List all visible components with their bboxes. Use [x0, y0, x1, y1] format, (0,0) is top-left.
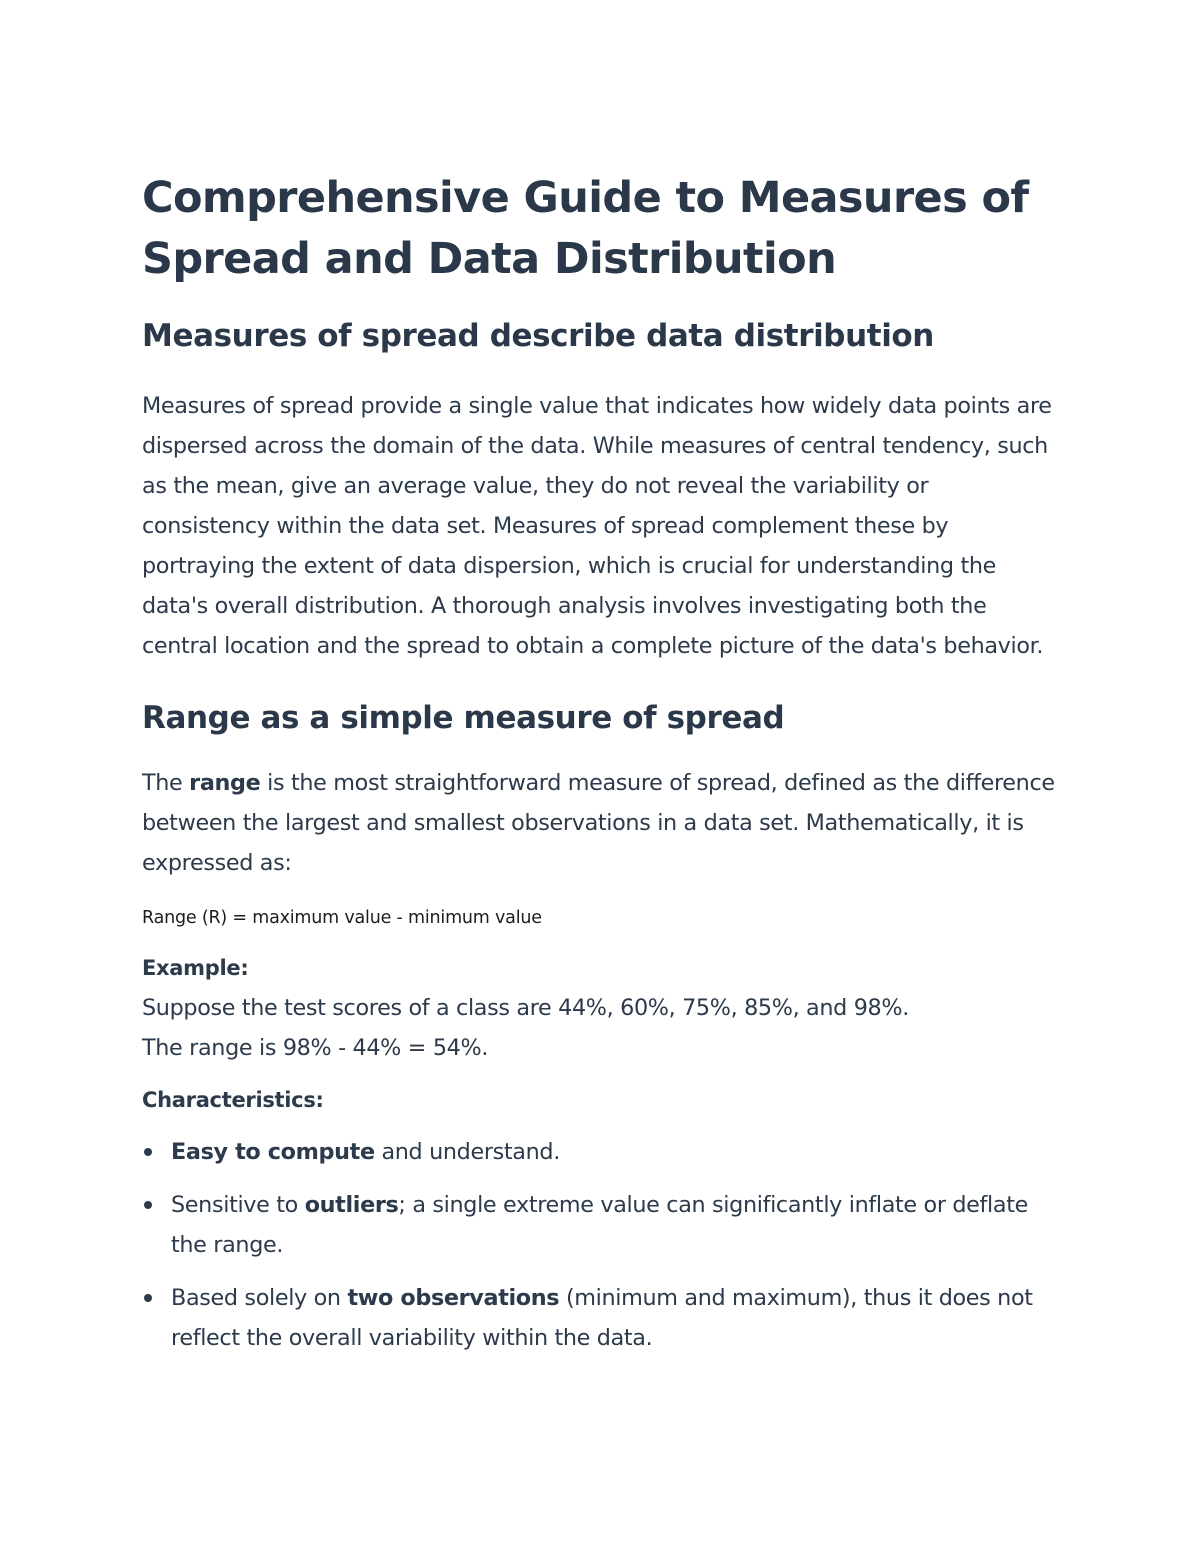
list-item	[142, 1278, 1057, 1358]
bullet-icon	[144, 1148, 152, 1156]
example-line-range: The range is 98% - 44% = 54%.	[142, 1035, 489, 1061]
bullet-icon	[144, 1294, 152, 1302]
example-label: Example:	[142, 956, 249, 980]
bullet-icon	[144, 1201, 152, 1209]
section-heading-measures-of-spread: Measures of spread describe data distribution	[142, 318, 934, 354]
list-item-text-after: and understand.	[374, 1139, 560, 1165]
characteristics-label: Characteristics:	[142, 1088, 324, 1112]
section-paragraph-measures-of-spread: Measures of spread provide a single value that indicates how widely data points are dispersed across the domain of the data. While measures of central tendency, such as the mean, give an average value, they do not reveal the variability or consistency within the data set. Measures of spread complement these by portraying the extent of data dispersion, which is crucial for understanding the data's overall distribution. A thorough analysis involves investigating both the central location and the spread to obtain a complete picture of the data's behavior.	[142, 393, 1052, 659]
list-item-text-before: Based solely on	[171, 1285, 348, 1311]
list-item-text-after: ; a single extreme value can significantly inflate or deflate the range.	[171, 1192, 1028, 1258]
range-intro-paragraph	[142, 763, 1057, 883]
document-page	[142, 168, 1057, 1371]
list-item-text-after: (minimum and maximum), thus it does not reflect the overall variability within the data.	[171, 1285, 1033, 1351]
list-item-bold: two observations	[347, 1285, 560, 1311]
range-intro-text-before: The	[142, 770, 190, 796]
list-item-bold: outliers	[304, 1192, 399, 1218]
range-intro-text-after: is the most straightforward measure of spread, defined as the difference between the largest and smallest observations in a data set. Mathematically, it is expressed as:	[142, 770, 1055, 876]
list-item-text-before: Sensitive to	[171, 1192, 305, 1218]
example-line-scores: Suppose the test scores of a class are 44%, 60%, 75%, 85%, and 98%.	[142, 995, 909, 1021]
range-term: range	[189, 770, 261, 796]
list-item-bold: Easy to compute	[171, 1139, 375, 1165]
section-heading-range: Range as a simple measure of spread	[142, 700, 785, 736]
characteristics-list	[142, 1132, 1057, 1358]
page-title: Comprehensive Guide to Measures of Spread and Data Distribution	[142, 173, 1029, 284]
list-item	[142, 1132, 1057, 1172]
range-formula: Range (R) = maximum value - minimum value	[142, 908, 542, 928]
list-item	[142, 1185, 1057, 1265]
